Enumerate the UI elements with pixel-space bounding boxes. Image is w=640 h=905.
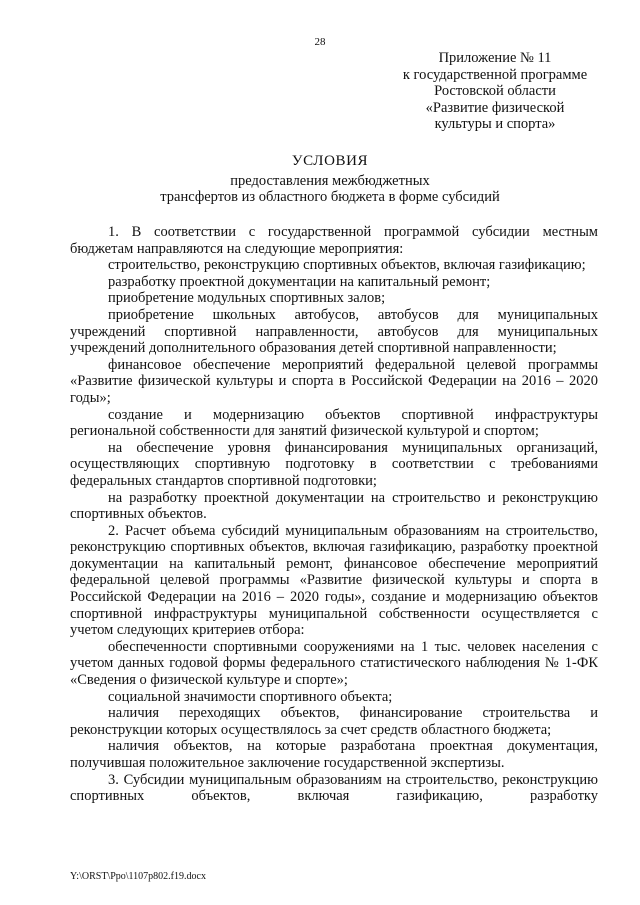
paragraph: наличия переходящих объектов, финансирование строительства и реконструкции которых осуществлялось за счет средств областного бюджета; [70,705,598,738]
appendix-line: культуры и спорта» [434,116,556,132]
document-subtitle-line: предоставления межбюджетных [230,172,430,189]
paragraph: 2. Расчет объема субсидий муниципальным образованиям на строительство, реконструкцию спортивных объектов, включая газификацию, разработку проектной документации на капитальный ремонт, финансовое обеспечение мероприятий федеральной целевой программы «Развитие физической культуры и спорта в Российской Федерации на 2016 – 2020 годы», создание и модернизацию объектов спортивной инфраструктуры муниципальной собственности осуществляется с учетом следующих критериев отбора: [70,522,598,639]
title-block [60,153,600,206]
paragraph: приобретение модульных спортивных залов; [108,290,386,307]
document-title: УСЛОВИЯ [291,153,369,169]
appendix-line: Приложение № 11 [438,50,552,66]
appendix-header [380,50,610,133]
paragraph: приобретение школьных автобусов, автобусов для муниципальных учреждений спортивной направленности, автобусов для муниципальных учреждений дополнительного образования детей спортивной направленности; [70,306,598,357]
paragraph: на разработку проектной документации на строительство и реконструкцию спортивных объектов. [70,489,598,523]
paragraph: наличия объектов, на которые разработана проектная документация, получившая положительное заключение государственной экспертизы. [70,738,598,771]
page-number: 28 [314,36,326,48]
document-body [70,224,598,805]
paragraph: социальной значимости спортивного объекта; [108,688,393,705]
paragraph: разработку проектной документации на капитальный ремонт; [108,273,491,290]
appendix-line: к государственной программе [402,66,588,83]
paragraph: на обеспечение уровня финансирования муниципальных организаций, осуществляющих спортивную подготовку в соответствии с требованиями федеральных стандартов спортивной подготовки; [70,439,598,489]
paragraph: строительство, реконструкцию спортивных объектов, включая газификацию; [108,257,586,274]
paragraph: 1. В соответствии с государственной программой субсидии местным бюджетам направляются на следующие мероприятия: [70,224,598,257]
paragraph: 3. Субсидии муниципальным образованиям на строительство, реконструкцию спортивных объектов, включая газификацию, разработку [70,771,598,805]
paragraph: создание и модернизацию объектов спортивной инфраструктуры региональной собственности для занятий физической культурой и спортом; [70,406,598,440]
appendix-line: «Развитие физической [425,99,565,116]
paragraph: обеспеченности спортивными сооружениями на 1 тыс. человек населения с учетом данных годовой формы федерального статистического наблюдения № 1-ФК «Сведения о физической культуре и спорте»; [70,638,598,689]
document-subtitle-line: трансфертов из областного бюджета в форме субсидий [160,189,500,205]
appendix-line: Ростовской области [434,83,556,99]
paragraph: финансовое обеспечение мероприятий федеральной целевой программы «Развитие физической культуры и спорта в Российской Федерации на 2016 – 2020 годы»; [70,356,598,406]
footer-file-path: Y:\ORST\Ppo\1107p802.f19.docx [70,871,206,882]
